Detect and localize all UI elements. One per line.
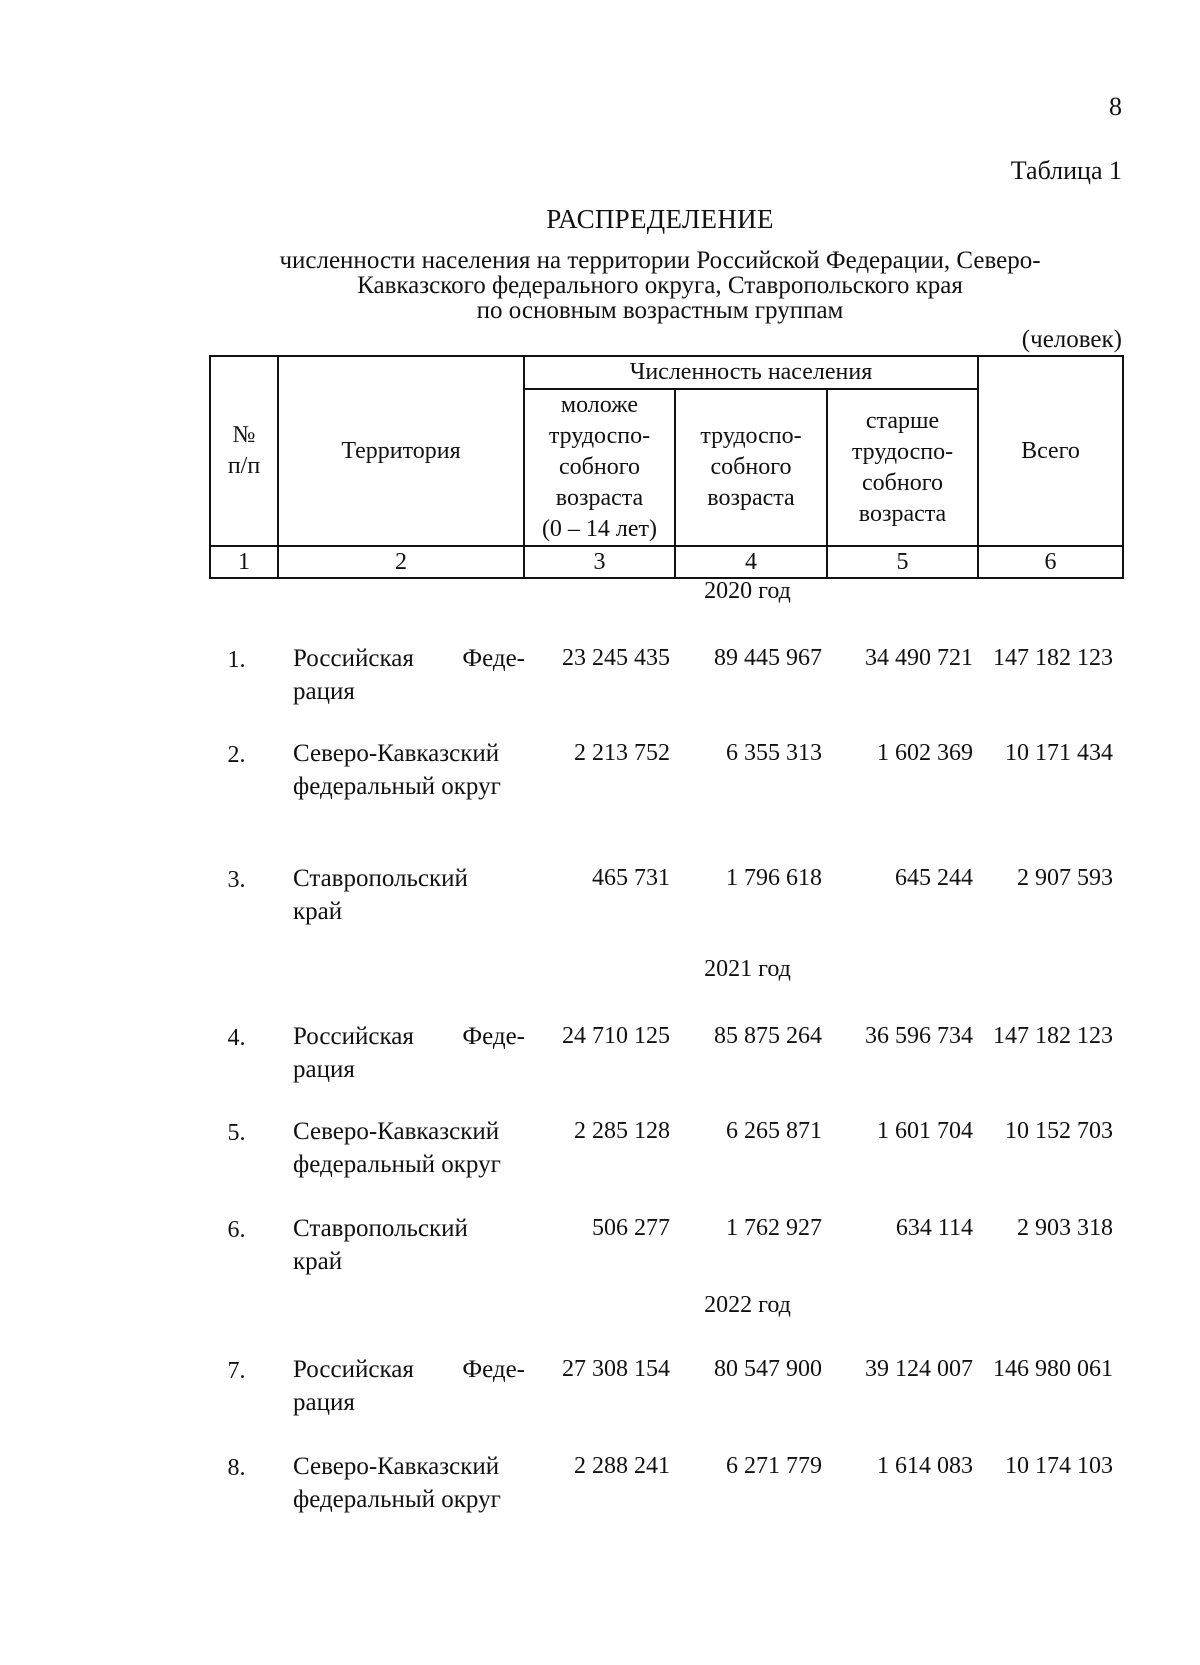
header-line: возраста xyxy=(858,500,947,527)
header-population-group: Численность населения xyxy=(524,356,978,389)
territory-name xyxy=(293,1020,525,1086)
subtitle-line: Кавказского федерального округа, Ставропольского края xyxy=(357,272,963,299)
header-line: собного xyxy=(862,469,943,496)
header-num-line: № xyxy=(232,422,256,448)
territory-name xyxy=(293,1353,525,1419)
value-over-working-age: 36 596 734 xyxy=(865,1023,973,1049)
territory-line: федеральный округ xyxy=(293,1486,501,1513)
header-line: трудоспо- xyxy=(700,423,802,449)
header-num-line: п/п xyxy=(227,453,261,479)
document-subtitle xyxy=(0,248,1200,323)
territory-line: край xyxy=(293,898,343,925)
header-working-age xyxy=(675,389,827,546)
territory-line: Северо-Кавказский xyxy=(293,1118,500,1145)
column-number: 1 xyxy=(210,546,278,578)
header-under-working-age xyxy=(524,389,675,546)
header-line: трудоспо- xyxy=(851,438,954,465)
row-number: 7. xyxy=(227,1358,246,1384)
unit-label: (человек) xyxy=(1021,326,1122,353)
row-number: 3. xyxy=(227,867,246,893)
territory-word: Феде- xyxy=(462,1023,525,1050)
column-number: 4 xyxy=(675,546,827,578)
territory-word: Феде- xyxy=(462,645,525,672)
header-line: возраста xyxy=(707,485,795,511)
territory-line: Северо-Кавказский xyxy=(293,1453,500,1480)
territory-name xyxy=(293,642,525,708)
value-total: 10 171 434 xyxy=(1005,740,1113,766)
value-over-working-age: 34 490 721 xyxy=(865,645,973,671)
territory-line: Ставропольский xyxy=(293,1215,468,1242)
territory-word: Российская xyxy=(293,1023,414,1050)
header-line: старше xyxy=(865,407,940,434)
value-over-working-age: 645 244 xyxy=(895,865,973,891)
value-under-working-age: 465 731 xyxy=(592,865,670,891)
header-over-working-age xyxy=(827,389,978,546)
value-under-working-age: 2 213 752 xyxy=(574,740,670,766)
value-total: 146 980 061 xyxy=(993,1356,1113,1382)
territory-name xyxy=(293,1115,525,1181)
table-label: Таблица 1 xyxy=(1010,156,1122,185)
value-working-age: 85 875 264 xyxy=(714,1023,822,1049)
header-territory: Территория xyxy=(278,356,524,546)
column-number: 5 xyxy=(827,546,978,578)
column-number: 3 xyxy=(524,546,675,578)
row-number: 1. xyxy=(227,647,246,673)
territory-line: рация xyxy=(293,1389,355,1416)
header-line: собного xyxy=(559,454,640,480)
header-line: собного xyxy=(710,454,792,480)
territory-word: Российская xyxy=(293,1356,414,1383)
territory-name xyxy=(293,737,525,803)
column-number: 2 xyxy=(278,546,524,578)
territory-line: федеральный округ xyxy=(293,773,501,800)
value-over-working-age: 1 602 369 xyxy=(877,740,973,766)
subtitle-line: численности населения на территории Российской Федерации, Северо- xyxy=(279,247,1041,274)
value-total: 10 174 103 xyxy=(1005,1453,1113,1479)
header-num xyxy=(210,356,278,546)
row-number: 8. xyxy=(227,1455,246,1481)
header-line: моложе xyxy=(560,392,639,418)
territory-line: Ставропольский xyxy=(293,865,468,892)
value-working-age: 1 796 618 xyxy=(726,865,822,891)
value-under-working-age: 27 308 154 xyxy=(562,1356,670,1382)
page-number: 8 xyxy=(1109,92,1122,121)
header-line: возраста xyxy=(555,485,644,511)
territory-word: Феде- xyxy=(462,1356,525,1383)
value-working-age: 80 547 900 xyxy=(714,1356,822,1382)
value-over-working-age: 1 601 704 xyxy=(877,1118,973,1144)
value-working-age: 6 265 871 xyxy=(726,1118,822,1144)
year-heading: 2022 год xyxy=(704,1292,791,1318)
territory-line: рация xyxy=(293,678,355,705)
value-over-working-age: 634 114 xyxy=(895,1215,973,1241)
value-under-working-age: 506 277 xyxy=(592,1215,670,1241)
value-total: 147 182 123 xyxy=(993,645,1113,671)
row-number: 2. xyxy=(227,742,246,768)
year-heading: 2020 год xyxy=(704,578,791,604)
value-working-age: 6 271 779 xyxy=(726,1453,822,1479)
row-number: 5. xyxy=(227,1120,246,1146)
row-number: 6. xyxy=(227,1217,246,1243)
territory-line: рация xyxy=(293,1056,355,1083)
territory-line: край xyxy=(293,1248,343,1275)
value-working-age: 6 355 313 xyxy=(726,740,822,766)
table-header xyxy=(209,355,1124,579)
header-line: (0 – 14 лет) xyxy=(541,516,658,542)
header-line: трудоспо- xyxy=(548,423,651,449)
header-total: Всего xyxy=(978,356,1123,546)
value-total: 10 152 703 xyxy=(1005,1118,1113,1144)
value-over-working-age: 1 614 083 xyxy=(877,1453,973,1479)
territory-line: федеральный округ xyxy=(293,1151,501,1178)
year-heading: 2021 год xyxy=(704,956,791,982)
territory-word: Российская xyxy=(293,645,414,672)
document-title: РАСПРЕДЕЛЕНИЕ xyxy=(546,204,774,234)
value-total: 2 903 318 xyxy=(1017,1215,1113,1241)
row-number: 4. xyxy=(227,1025,246,1051)
value-total: 147 182 123 xyxy=(993,1023,1113,1049)
value-under-working-age: 23 245 435 xyxy=(562,645,670,671)
territory-name xyxy=(293,1212,525,1278)
subtitle-line: по основным возрастным группам xyxy=(476,297,844,324)
value-working-age: 1 762 927 xyxy=(726,1215,822,1241)
territory-line: Северо-Кавказский xyxy=(293,740,500,767)
value-under-working-age: 2 288 241 xyxy=(574,1453,670,1479)
value-working-age: 89 445 967 xyxy=(714,645,822,671)
column-number: 6 xyxy=(978,546,1123,578)
value-total: 2 907 593 xyxy=(1017,865,1113,891)
territory-name xyxy=(293,1450,525,1516)
value-over-working-age: 39 124 007 xyxy=(865,1356,973,1382)
value-under-working-age: 2 285 128 xyxy=(574,1118,670,1144)
territory-name xyxy=(293,862,525,928)
value-under-working-age: 24 710 125 xyxy=(562,1023,670,1049)
